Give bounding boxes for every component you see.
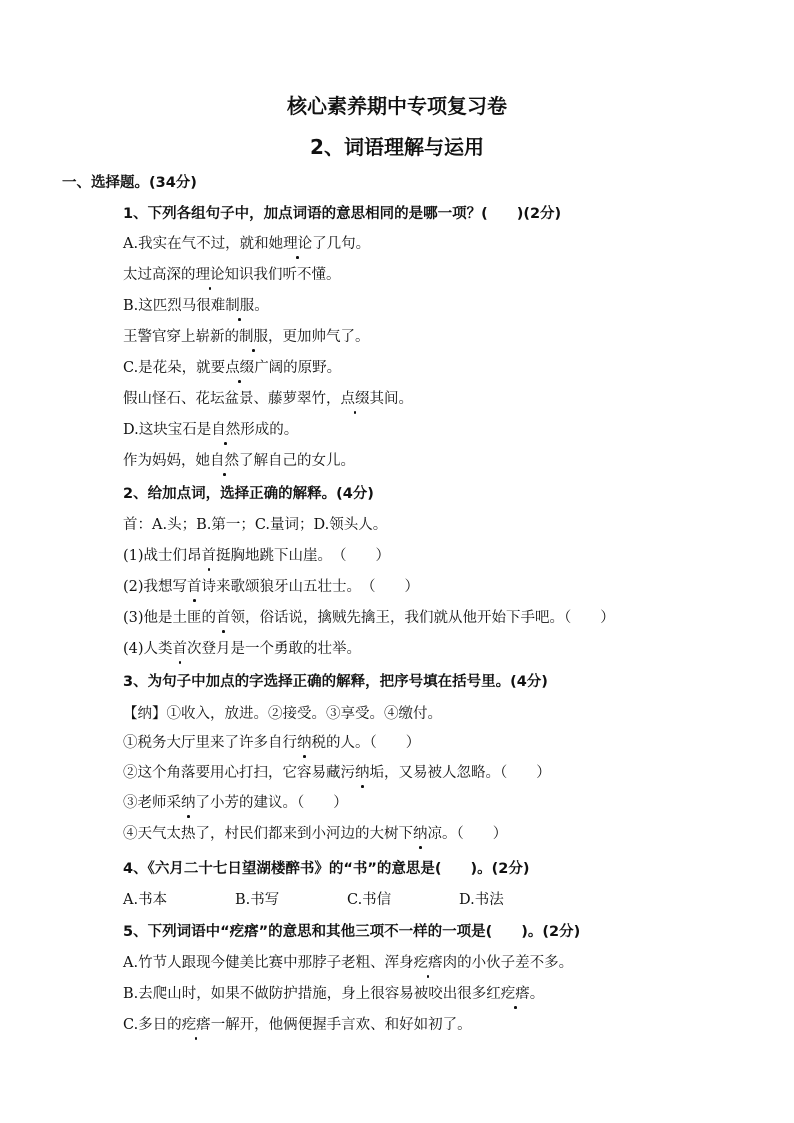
dotted-word: 疙瘩 (413, 955, 443, 971)
text: 作为妈妈，她 (123, 453, 210, 469)
text: B.去爬山时，如果不做防护措施，身上很容易被咬出很多红 (123, 986, 501, 1002)
dotted-word: 首 (172, 641, 188, 657)
text: A.我实在气不过，就和她 (123, 236, 284, 252)
q1-option-d-line1 (123, 420, 298, 440)
text: 垢，又易被人忽略。（ ） (369, 765, 551, 781)
text: ①税务大厅里来了许多自行 (123, 735, 297, 751)
text: 假山怪石、花坛盆景、藤萝翠竹， (123, 391, 341, 407)
text: 了几句。 (312, 236, 371, 252)
section-heading: 一、选择题。(34分) (62, 175, 197, 191)
question-1-stem: 1、下列各组句子中，加点词语的意思相同的是哪一项？( )(2分) (123, 206, 562, 222)
dotted-word: 首 (187, 579, 202, 595)
text: ④天气太热了，村民们都来到小河边的大树下 (123, 826, 413, 842)
dotted-word: 纳 (181, 795, 196, 811)
q5-option-c (123, 1015, 472, 1035)
dotted-word: 首 (201, 548, 217, 564)
dotted-word: 纳 (297, 735, 312, 751)
q3-item-1 (123, 733, 420, 753)
text: (3)他是土匪的 (123, 610, 217, 626)
text: 领，俗话说，擒贼先擒王，我们就从他开始下手吧。（ ） (230, 610, 615, 626)
text: ，更加帅气了。 (268, 329, 370, 345)
text: 。 (254, 298, 269, 314)
text: 税的人。（ ） (311, 735, 421, 751)
dotted-word: 纳 (355, 765, 370, 781)
text: ③老师采 (123, 795, 181, 811)
q5-option-b (123, 984, 544, 1004)
q5-option-a (123, 953, 573, 973)
dotted-word: 理论 (283, 236, 313, 252)
q1-option-a-line2 (123, 265, 341, 285)
q1-option-b-line2 (123, 327, 370, 347)
text: 了解自己的女儿。 (239, 453, 355, 469)
question-5-stem: 5、下列词语中“疙瘩”的意思和其他三项不一样的一项是( )。(2分) (123, 924, 581, 940)
text: A.竹节人跟现今健美比赛中那脖子老粗、浑身 (123, 955, 414, 971)
dotted-word: 疙瘩 (500, 986, 530, 1002)
q1-option-a-line1 (123, 234, 370, 254)
text: 次登月是一个勇敢的壮举。 (187, 641, 362, 657)
q3-options: 【纳】①收入，放进。②接受。③享受。④缴付。 (123, 706, 442, 722)
q2-item-4 (123, 639, 361, 659)
dotted-word: 理论 (195, 267, 225, 283)
text: 肉的小伙子差不多。 (442, 955, 574, 971)
dotted-word: 制服 (239, 329, 268, 345)
text: 王警官穿上崭新的 (123, 329, 239, 345)
text: B.这匹烈马很难 (123, 298, 226, 314)
dotted-word: 纳 (413, 826, 428, 842)
dotted-word: 首 (216, 610, 231, 626)
dotted-word: 自然 (210, 453, 239, 469)
q3-item-3 (123, 793, 348, 813)
dotted-word: 制服 (225, 298, 255, 314)
dotted-word: 疙瘩 (181, 1017, 211, 1033)
q2-options: 首：A.头；B.第一；C.量词；D.领头人。 (123, 517, 388, 533)
dotted-word: 点缀 (225, 360, 255, 376)
text: C.是花朵，就要 (123, 360, 226, 376)
text: 其间。 (369, 391, 413, 407)
q4-option-c: C.书信 (347, 892, 392, 908)
q3-item-2 (123, 763, 551, 783)
text: 挺胸地跳下山崖。 （ ） (216, 548, 391, 564)
page-title: 核心素养期中专项复习卷 (287, 94, 507, 118)
text: 太过高深的 (123, 267, 196, 283)
text: (1)战士们昂 (123, 548, 202, 564)
text: 凉。（ ） (427, 826, 508, 842)
q4-option-b: B.书写 (235, 892, 280, 908)
q1-option-b-line1 (123, 296, 269, 316)
q2-item-1 (123, 546, 390, 566)
text: 了小芳的建议。（ ） (195, 795, 348, 811)
text: ②这个角落要用心打扫，它容易藏污 (123, 765, 355, 781)
q4-options (123, 890, 571, 910)
question-3-stem: 3、为句子中加点的字选择正确的解释，把序号填在括号里。(4分) (123, 674, 548, 690)
question-4-stem: 4、《六月二十七日望湖楼醉书》的“书”的意思是( )。(2分) (123, 861, 530, 877)
text: 一解开，他俩便握手言欢、和好如初了。 (210, 1017, 472, 1033)
q1-option-c-line1 (123, 358, 341, 378)
q2-item-2 (123, 577, 419, 597)
text: 广阔的原野。 (254, 360, 342, 376)
page-subtitle: 2、词语理解与运用 (310, 135, 484, 159)
q4-option-d: D.书法 (459, 892, 504, 908)
q1-option-d-line2 (123, 451, 355, 471)
dotted-word: 点缀 (340, 391, 370, 407)
q4-option-a: A.书本 (123, 892, 168, 908)
dotted-word: 自然 (211, 422, 241, 438)
text: 诗来歌颂狼牙山五壮士。 （ ） (201, 579, 420, 595)
question-2-stem: 2、给加点词，选择正确的解释。(4分) (123, 486, 374, 502)
q3-item-4 (123, 824, 507, 844)
q2-item-3 (123, 608, 615, 628)
text: (4)人类 (123, 641, 173, 657)
text: D.这块宝石是 (123, 422, 212, 438)
text: C.多日的 (123, 1017, 182, 1033)
text: 。 (529, 986, 545, 1002)
text: 知识我们听不懂。 (224, 267, 341, 283)
text: 形成的。 (240, 422, 299, 438)
q1-option-c-line2 (123, 389, 413, 409)
text: (2)我想写 (123, 579, 188, 595)
